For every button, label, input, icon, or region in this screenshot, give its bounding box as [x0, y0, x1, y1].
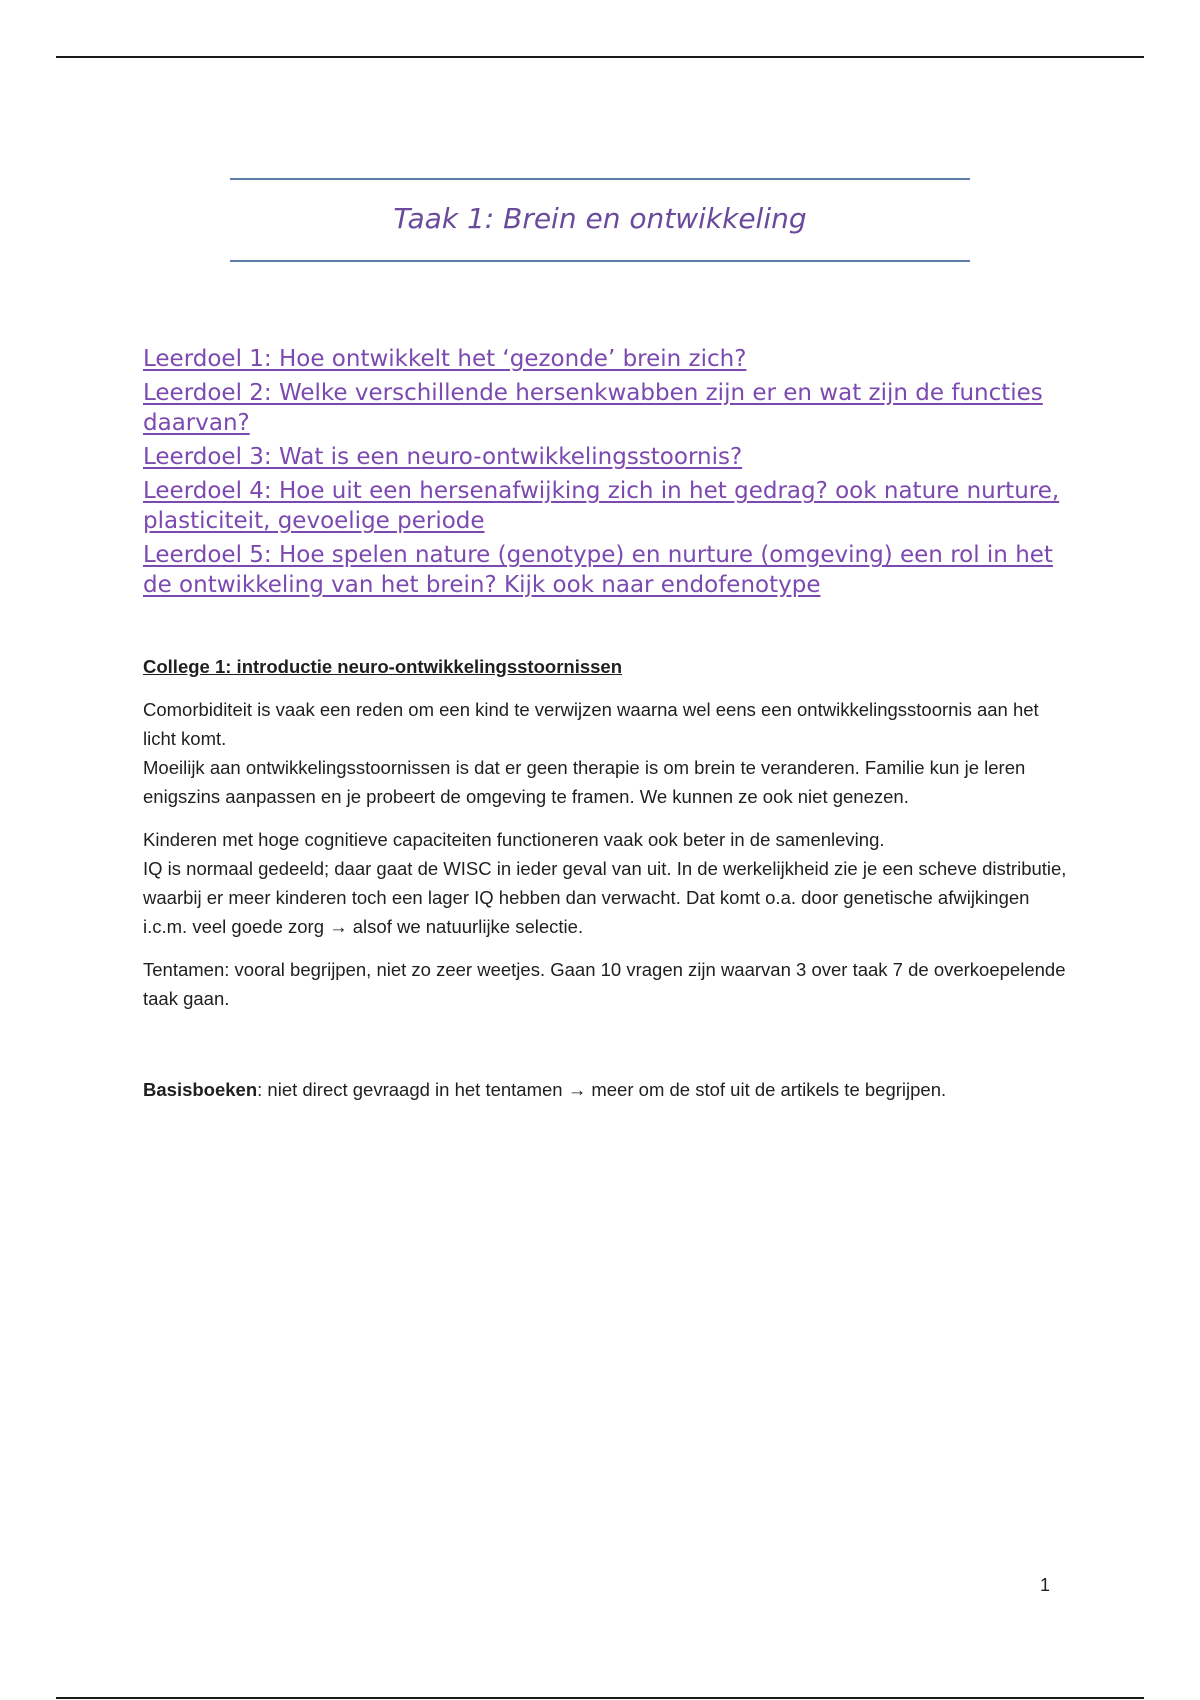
paragraph-block-2: [143, 825, 1073, 941]
learning-goal-link-4[interactable]: Leerdoel 4: Hoe uit een hersenafwijking zich in het gedrag? ook nature nurture, plasticiteit, gevoelige periode: [143, 478, 1060, 534]
document-title: Taak 1: Brein en ontwikkeling: [393, 202, 807, 235]
paragraph-block-3: [143, 955, 1073, 1013]
paragraph: Comorbiditeit is vaak een reden om een kind te verwijzen waarna wel eens een ontwikkelingsstoornis aan het licht komt.: [143, 699, 1039, 749]
title-bottom-rule: [230, 260, 970, 262]
page-number: 1: [1040, 1575, 1051, 1595]
paragraph: Moeilijk aan ontwikkelingsstoornissen is dat er geen therapie is om brein te veranderen. Familie kun je leren enigszins aanpassen en je probeert de omgeving te framen. We kunnen ze ook niet genezen.: [143, 757, 1026, 807]
learning-goal-link-1[interactable]: Leerdoel 1: Hoe ontwikkelt het ‘gezonde’ brein zich?: [143, 346, 747, 372]
title-block: [230, 178, 970, 262]
paragraph-block-1: [143, 695, 1073, 811]
learning-goal-link-3[interactable]: Leerdoel 3: Wat is een neuro-ontwikkelingsstoornis?: [143, 444, 743, 470]
page-top-rule: [56, 56, 1144, 58]
basisboeken-label: Basisboeken: [143, 1079, 258, 1100]
basisboeken-paragraph: [143, 1075, 1073, 1104]
paragraph: IQ is normaal gedeeld; daar gaat de WISC in ieder geval van uit. In de werkelijkheid zie je een scheve distributie, waarbij er meer kinderen toch een lager IQ hebben dan verwacht. Dat komt o.a. door genetische afwijkingen i.c.m. veel goede zorg → alsof we natuurlijke selectie.: [143, 858, 1067, 937]
learning-goal-link-5[interactable]: Leerdoel 5: Hoe spelen nature (genotype) en nurture (omgeving) een rol in het de ontwikkeling van het brein? Kijk ook naar endofenotype: [143, 542, 1053, 598]
page-bottom-rule: [56, 1697, 1144, 1699]
basisboeken-text: : niet direct gevraagd in het tentamen → meer om de stof uit de artikels te begrijpen.: [257, 1079, 947, 1100]
paragraph: Tentamen: vooral begrijpen, niet zo zeer weetjes. Gaan 10 vragen zijn waarvan 3 over taak 7 de overkoepelende taak gaan.: [143, 959, 1066, 1009]
section-heading: College 1: introductie neuro-ontwikkelingsstoornissen: [143, 656, 623, 677]
document-body: [143, 652, 1073, 1118]
learning-goals-list: [143, 344, 1073, 604]
learning-goal-link-2[interactable]: Leerdoel 2: Welke verschillende hersenkwabben zijn er en wat zijn de functies daarvan?: [143, 380, 1043, 436]
paragraph: Kinderen met hoge cognitieve capaciteiten functioneren vaak ook beter in de samenleving.: [143, 829, 885, 850]
